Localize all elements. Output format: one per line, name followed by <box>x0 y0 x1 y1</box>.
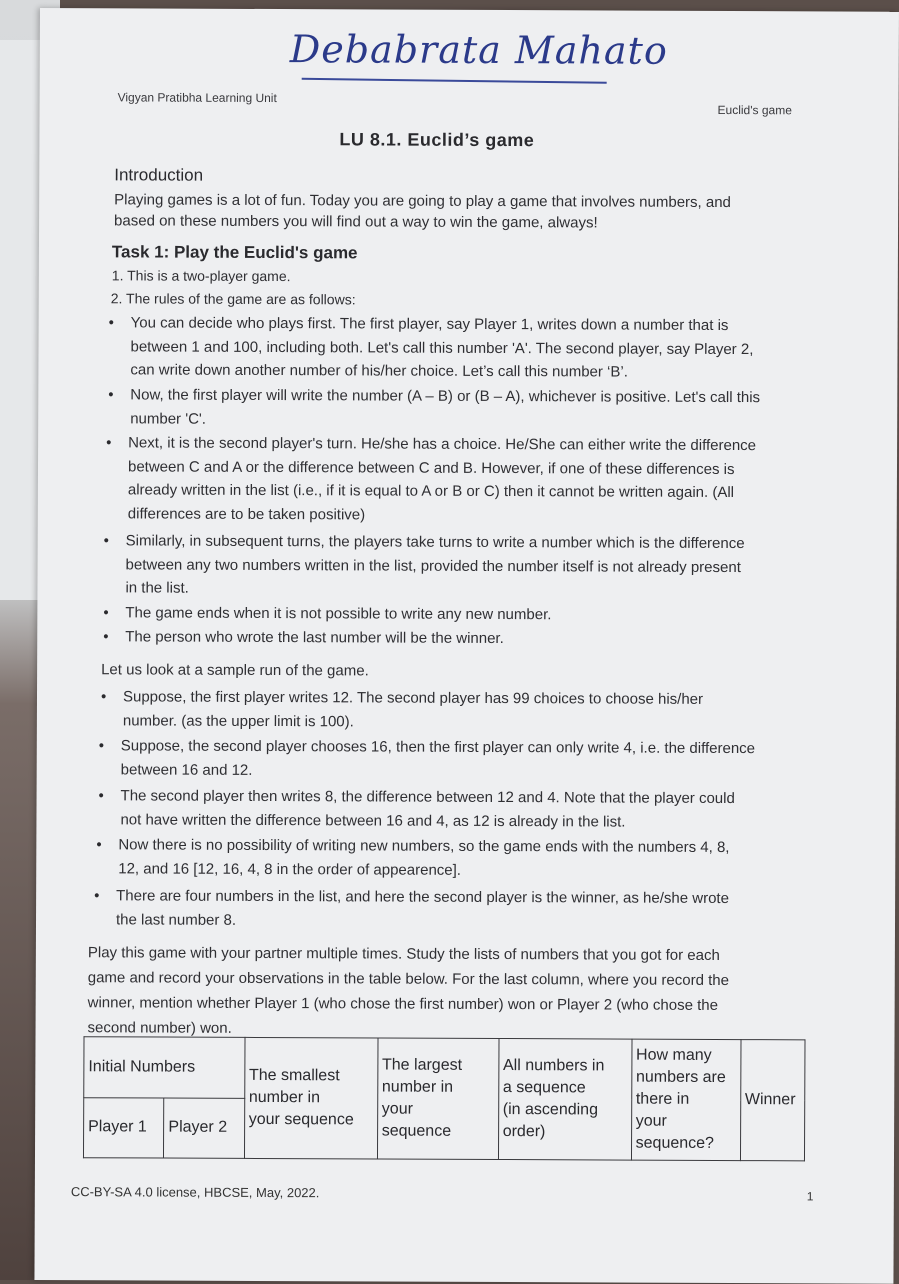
handwritten-signature: Debabrata Mahato <box>289 27 668 73</box>
rule-line: between C and A or the difference between C and B. However, if one of these differences is <box>127 457 735 478</box>
task-item-1: 1. This is a two-player game. <box>111 267 291 285</box>
rule-line: • The game ends when it is not possible to write any new number. <box>125 604 552 624</box>
play-line: game and record your observations in the table below. For the last column, where you record the <box>87 969 729 990</box>
header-initial-numbers: Initial Numbers <box>84 1037 245 1098</box>
rule-line: in the list. <box>125 579 189 597</box>
play-line: winner, mention whether Player 1 (who chose the first number) won or Player 2 (who chose the <box>87 994 719 1014</box>
cell-line: your <box>381 1100 413 1118</box>
observation-table <box>83 1036 806 1161</box>
rule-line: differences are to be taken positive) <box>127 504 366 523</box>
rule-line: can write down another number of his/her choice. Let’s call this number ‘B’. <box>130 361 628 381</box>
document-page <box>34 8 899 1284</box>
rule-line: • The person who wrote the last number will be the winner. <box>125 628 504 648</box>
cell-line: your <box>635 1112 667 1130</box>
cell-line: number in <box>381 1078 454 1096</box>
cell-line: order) <box>502 1123 546 1141</box>
play-line: Play this game with your partner multiple times. Study the lists of numbers that you got for each <box>87 944 720 964</box>
sample-line: • Suppose, the first player writes 12. The second player has 99 choices to choose his/her <box>122 688 704 708</box>
cell-line: The smallest <box>248 1066 340 1085</box>
header-player-2: Player 2 <box>164 1098 245 1159</box>
cell-line: number in <box>248 1088 321 1107</box>
intro-line-2: based on these numbers you will find out a way to win the game, always! <box>114 212 598 232</box>
play-paragraph <box>87 940 817 1043</box>
intro-heading: Introduction <box>114 165 204 185</box>
cell-line: your sequence <box>248 1110 354 1129</box>
sample-bullet <box>99 734 829 784</box>
sample-line: 12, and 16 [12, 16, 4, 8 in the order of appearence]. <box>118 859 462 879</box>
sample-line: between 16 and 12. <box>120 760 253 779</box>
rule-line: • Now, the first player will write the number (A – B) or (B – A), whichever is positive. Let's call this <box>130 386 761 407</box>
rule-line: • You can decide who plays first. The first player, say Player 1, writes down a number that is <box>130 314 729 335</box>
rule-bullet <box>103 601 829 628</box>
sample-bullet <box>101 685 829 735</box>
header-all-numbers <box>498 1039 632 1161</box>
play-line: second number) won. <box>87 1019 232 1037</box>
cell-line: All numbers in <box>502 1057 605 1075</box>
intro-line-1: Playing games is a lot of fun. Today you are going to play a game that involves numbers, and <box>114 191 731 212</box>
footer-license: CC-BY-SA 4.0 license, HBCSE, May, 2022. <box>70 1184 320 1201</box>
rule-line: between any two numbers written in the list, provided the number itself is not already present <box>125 555 741 576</box>
cell-line: sequence <box>381 1122 452 1140</box>
header-smallest <box>244 1037 378 1159</box>
sample-line: • The second player then writes 8, the difference between 12 and 4. Note that the player could <box>120 787 735 808</box>
sample-intro: Let us look at a sample run of the game. <box>101 661 369 680</box>
header-largest <box>377 1038 499 1160</box>
rule-bullet <box>106 431 830 528</box>
rule-line: number 'C'. <box>130 409 207 428</box>
sample-line: • Now there is no possibility of writing new numbers, so the game ends with the numbers 4, 8, <box>118 836 730 857</box>
header-player-1: Player 1 <box>83 1097 164 1158</box>
rule-line: • Similarly, in subsequent turns, the players take turns to write a number which is the difference <box>125 532 745 553</box>
sample-line: number. (as the upper limit is 100). <box>122 711 354 730</box>
task-heading: Task 1: Play the Euclid's game <box>111 242 358 263</box>
sample-bullet <box>94 884 828 934</box>
task-item-2: 2. The rules of the game are as follows: <box>110 290 356 308</box>
cell-line: The largest <box>381 1056 463 1074</box>
sample-line: • Suppose, the second player chooses 16, then the first player can only write 4, i.e. the difference <box>120 737 756 758</box>
cell-line: there in <box>635 1090 690 1108</box>
sample-line: • There are four numbers in the list, and here the second player is the winner, as he/she wrote <box>116 887 730 908</box>
rule-bullet <box>108 383 830 433</box>
rule-line: between 1 and 100, including both. Let's call this number 'A'. The second player, say Player 2, <box>130 337 754 358</box>
sample-line: the last number 8. <box>115 910 237 929</box>
rule-bullet <box>103 529 829 603</box>
signature-underline <box>302 78 607 84</box>
header-winner: Winner <box>740 1040 805 1161</box>
cell-line: a sequence <box>502 1079 586 1097</box>
sample-bullet <box>98 784 828 834</box>
rule-line: • Next, it is the second player's turn. He/she has a choice. He/She can either write the difference <box>128 434 757 455</box>
header-how-many <box>631 1039 741 1160</box>
rule-line: already written in the list (i.e., if it is equal to A or B or C) then it cannot be written again. (All <box>127 481 735 502</box>
rule-bullet <box>103 625 829 652</box>
rule-bullet <box>108 311 830 385</box>
page-title: LU 8.1. Euclid’s game <box>339 129 535 151</box>
header-left: Vigyan Pratibha Learning Unit <box>117 90 277 106</box>
cell-line: numbers are <box>635 1068 726 1087</box>
sample-line: not have written the difference between 16 and 4, as 12 is already in the list. <box>120 810 626 831</box>
cell-line: How many <box>636 1046 712 1064</box>
header-right: Euclid's game <box>717 102 792 118</box>
sample-bullet <box>96 833 828 883</box>
cell-line: (in ascending <box>502 1101 599 1119</box>
page-number: 1 <box>806 1189 814 1204</box>
cell-line: sequence? <box>635 1134 715 1152</box>
